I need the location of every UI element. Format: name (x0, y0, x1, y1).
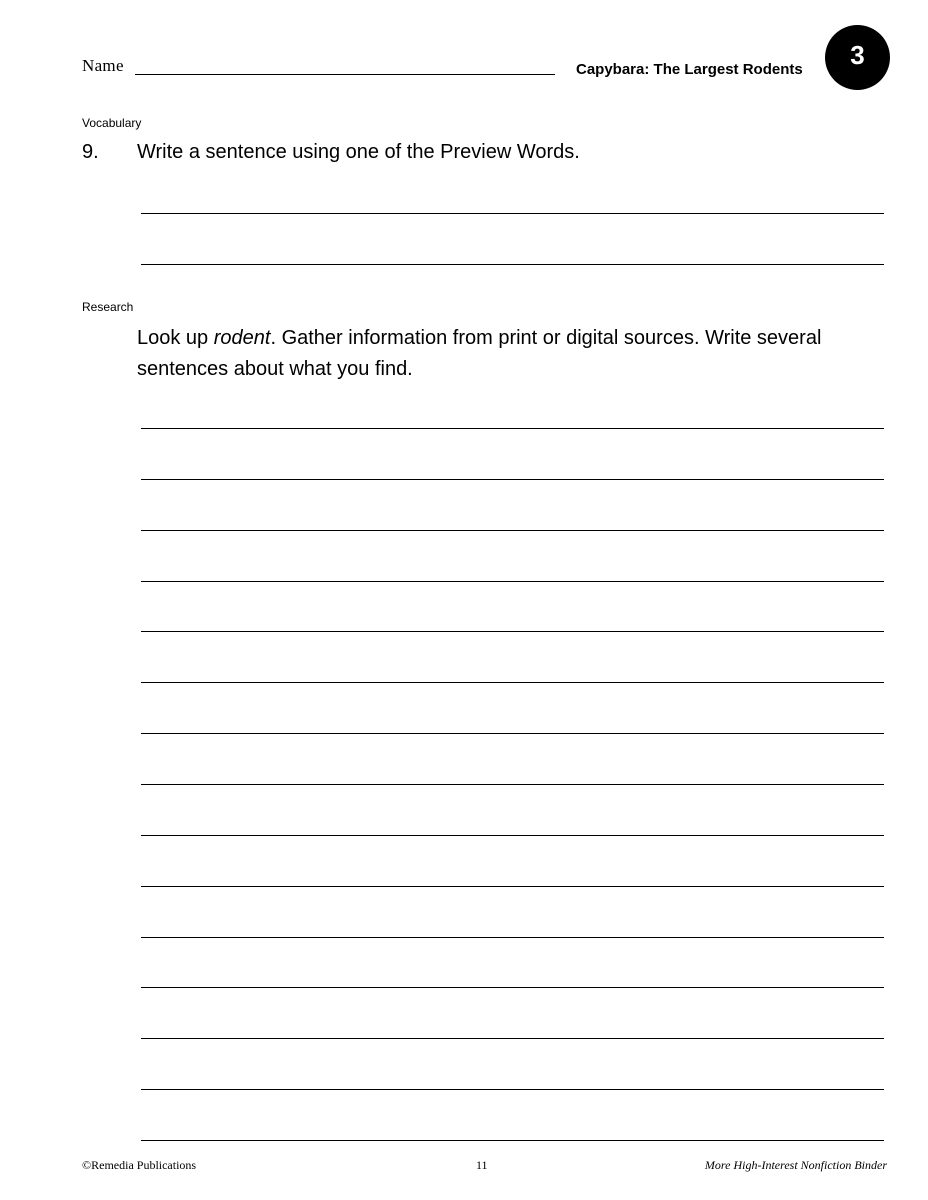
research-answer-line[interactable] (141, 428, 884, 429)
research-answer-line[interactable] (141, 631, 884, 632)
research-prompt-end: . Gather information from print or digital sources. Write several sentences about what you find. (137, 327, 822, 380)
vocabulary-prompt: Write a sentence using one of the Preview Words. (137, 141, 580, 163)
research-answer-line[interactable] (141, 937, 884, 938)
research-answer-line[interactable] (141, 1140, 884, 1141)
research-answer-line[interactable] (141, 1038, 884, 1039)
publisher-credit: ©Remedia Publications (82, 1158, 197, 1172)
research-answer-line[interactable] (141, 987, 884, 988)
research-answer-line[interactable] (141, 1089, 884, 1090)
research-answer-line[interactable] (141, 835, 884, 836)
page-number: 11 (476, 1158, 488, 1172)
research-keyword: rodent (213, 327, 271, 349)
research-answer-line[interactable] (141, 479, 884, 480)
lesson-number-badge: 3 (825, 25, 890, 90)
research-answer-line[interactable] (141, 581, 884, 582)
research-answer-line[interactable] (141, 784, 884, 785)
research-answer-line[interactable] (141, 530, 884, 531)
book-title: More High-Interest Nonfiction Binder (704, 1158, 887, 1172)
vocabulary-section-label: Vocabulary (82, 116, 142, 130)
worksheet-title: Capybara: The Largest Rodents (576, 61, 803, 78)
research-answer-line[interactable] (141, 733, 884, 734)
name-label: Name (82, 56, 124, 75)
name-answer-line[interactable] (135, 74, 555, 75)
vocabulary-answer-line[interactable] (141, 213, 884, 214)
question-number: 9. (82, 141, 99, 163)
vocabulary-answer-line[interactable] (141, 264, 884, 265)
research-section-label: Research (82, 300, 134, 314)
research-answer-line[interactable] (141, 682, 884, 683)
research-answer-line[interactable] (141, 886, 884, 887)
research-prompt (137, 323, 887, 385)
research-prompt-start: Look up (137, 327, 214, 349)
